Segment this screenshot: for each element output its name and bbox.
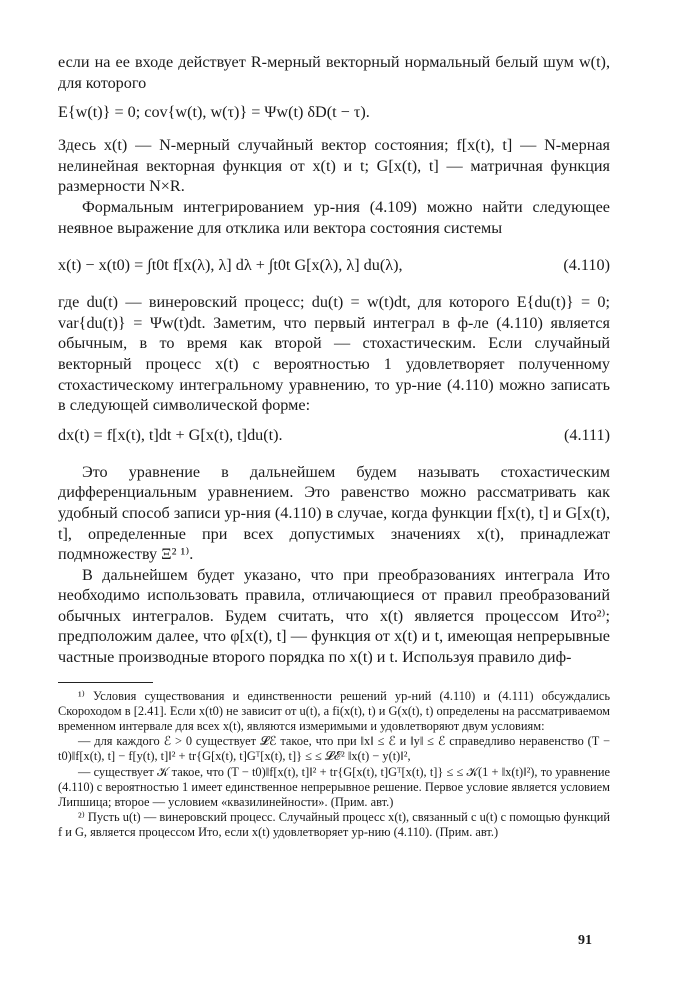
equation-4-111-row [58, 424, 610, 446]
equation-4-111: dx(t) = f[x(t), t]dt + G[x(t), t]du(t). [58, 425, 283, 444]
equation-4-110-row [58, 238, 610, 292]
page-body [58, 52, 610, 841]
paragraph-3: Формальным интегрированием ур-ния (4.109) можно найти следующее неявное выражение для отклика или вектора состояния системы [58, 197, 610, 237]
paragraph-6: В дальнейшем будет указано, что при преобразованиях интеграла Ито необходимо использовать правила, отличающиеся от правил преобразований обычных интегралов. Будем считать, что x(t) является процессом Ито²⁾; предположим далее, что φ[x(t), t] — функция от x(t) и t, имеющая непрерывные частные производные второго порядка по x(t) и t. Используя правило диф- [58, 565, 610, 667]
footnote-1: ¹⁾ Условия существования и единственности решений ур-ний (4.110) и (4.111) обсуждались Скороходом в [2.41]. Если x(t0) не зависит от u(t), а fi(x(t), t) и G(x(t), t) определены на рассматриваемом временном интервале для всех x(t), являются измеримыми и удовлетворяют двум условиям: [58, 688, 610, 734]
equation-noise-stats: E{w(t)} = 0; cov{w(t), w(τ)} = Ψw(t) δD(t − τ). [58, 103, 370, 122]
paragraph-5: Это уравнение в дальнейшем будем называть стохастическим дифференциальным уравнением. Это равенство можно рассматривать как удобный способ записи ур-ния (4.110) в случае, когда функции f[x(t), t] и G[x(t), t], определенные при всех допустимых значениях x(t), принадлежат подмножеству Ξ² ¹⁾. [58, 462, 610, 564]
footnote-1-condition-2: — существует 𝒦 такое, что (T − t0)‖f[x(t), t]‖² + tr{G[x(t), t]Gᵀ[x(t), t]} ≤ ≤ 𝒦(1 + ‖x(t)‖²), то уравнение (4.110) с вероятностью 1 имеет единственное непрерывное решение. Первое условие является условием Липшица; второе — условием «квазилинейности». (Прим. авт.) [58, 764, 610, 810]
equation-number-4-110: (4.110) [563, 256, 610, 275]
equation-number-4-111: (4.111) [563, 425, 610, 444]
equation-4-110: x(t) − x(t0) = ∫t0t f[x(λ), λ] dλ + ∫t0t G[x(λ), λ] du(λ), [58, 256, 403, 275]
footnote-divider [58, 682, 153, 683]
footnote-2: ²⁾ Пусть u(t) — винеровский процесс. Случайный процесс x(t), связанный с u(t) с помощью функций f и G, является процессом Ито, если x(t) удовлетворяет ур-нию (4.110). (Прим. авт.) [58, 810, 610, 840]
page-number: 91 [578, 933, 592, 948]
paragraph-1: если на ее входе действует R-мерный векторный нормальный белый шум w(t), для которого [58, 53, 610, 92]
footnote-1-condition-1: — для каждого ℰ > 0 существует 𝓛ℰ такое, что при ‖x‖ ≤ ℰ и ‖y‖ ≤ ℰ справедливо неравенство (T − t0)‖f[x(t), t] − f[y(t), t]‖² + tr{G[x(t), t]Gᵀ[x(t), t]} ≤ ≤ 𝓛ℰ² ‖x(t) − y(t)‖², [58, 734, 610, 764]
paragraph-2: Здесь x(t) — N-мерный случайный вектор состояния; f[x(t), t] — N-мерная нелинейная векторная функция от x(t) и t; G[x(t), t] — матричная функция размерности N×R. [58, 136, 610, 196]
paragraph-4: где du(t) — винеровский процесс; du(t) = w(t)dt, для которого E{du(t)} = 0; var{du(t)} = Ψw(t)dt. Заметим, что первый интеграл в ф-ле (4.110) является обычным, в то время как второй — стохастическим. Если случайный векторный процесс x(t) с вероятностью 1 удовлетворяет полученному стохастическому интегральному уравнению, то ур-ние (4.110) можно записать в следующей символической форме: [58, 293, 610, 415]
